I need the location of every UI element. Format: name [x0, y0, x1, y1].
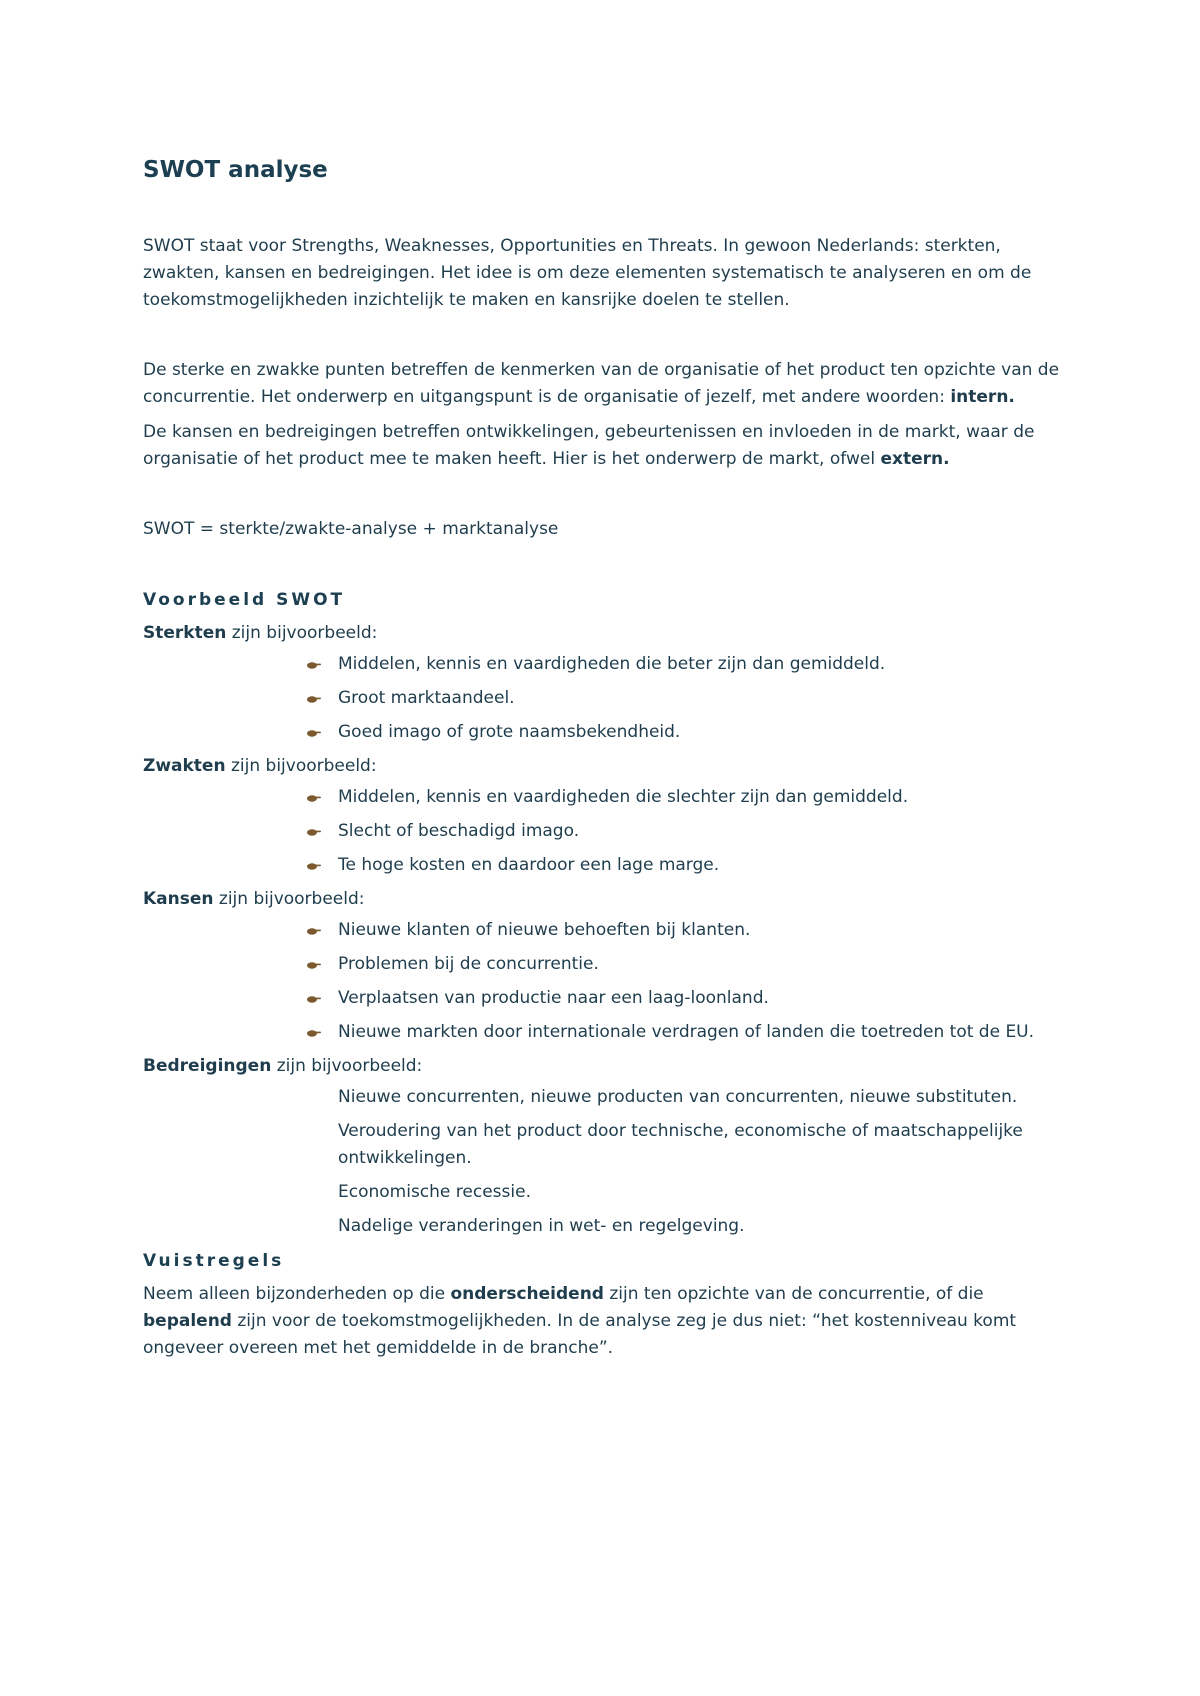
- strengths-label-line: [143, 620, 1073, 647]
- weaknesses-label-line: [143, 753, 1073, 780]
- strengths-suffix: zijn bijvoorbeeld:: [226, 623, 378, 643]
- list-item: Verplaatsen van productie naar een laag-loonland.: [338, 985, 1073, 1012]
- opportunities-suffix: zijn bijvoorbeeld:: [213, 889, 365, 909]
- list-item: Te hoge kosten en daardoor een lage marge.: [338, 852, 1073, 879]
- rules-paragraph: Neem alleen bijzonderheden op die onderscheidend zijn ten opzichte van de concurrentie, of die bepalend zijn voor de toekomstmogelijkheden. In de analyse zeg je dus niet: “het kostenniveau komt ongeveer overeen met het gemiddelde in de branche”.: [143, 1284, 1017, 1358]
- list-item: Middelen, kennis en vaardigheden die slechter zijn dan gemiddeld.: [338, 784, 1073, 811]
- document-page: [143, 150, 1073, 1362]
- rules-bold-2: bepalend: [143, 1311, 232, 1331]
- pointing-hand-icon: [306, 729, 322, 737]
- list-item: Problemen bij de concurrentie.: [338, 951, 1073, 978]
- formula-line: SWOT = sterkte/zwakte-analyse + marktanalyse: [143, 519, 559, 539]
- pointing-hand-icon: [306, 794, 322, 802]
- list-item: Slecht of beschadigd imago.: [338, 818, 1073, 845]
- rules-bold-1: onderscheidend: [450, 1284, 604, 1304]
- internal-paragraph: [143, 357, 1073, 411]
- internal-text: De sterke en zwakke punten betreffen de kenmerken van de organisatie of het product ten opzichte van de concurrentie. Het onderwerp en uitgangspunt is de organisatie of jezelf, met andere woorden:: [143, 360, 1060, 407]
- weaknesses-list: [143, 784, 1073, 879]
- opportunities-label: Kansen: [143, 889, 214, 909]
- threats-label: Bedreigingen: [143, 1056, 272, 1076]
- rules-heading: Vuistregels: [143, 1251, 285, 1271]
- opportunities-list: [143, 917, 1073, 1046]
- pointing-hand-icon: [306, 695, 322, 703]
- threats-list: [143, 1084, 1073, 1240]
- strengths-label: Sterkten: [143, 623, 227, 643]
- external-text: De kansen en bedreigingen betreffen ontwikkelingen, gebeurtenissen en invloeden in de markt, waar de organisatie of het product mee te maken heeft. Hier is het onderwerp de markt, ofwel: [143, 422, 1035, 469]
- weaknesses-label: Zwakten: [143, 756, 226, 776]
- threats-label-line: [143, 1053, 1073, 1080]
- pointing-hand-icon: [306, 1029, 322, 1037]
- list-item: Nieuwe markten door internationale verdragen of landen die toetreden tot de EU.: [338, 1019, 1073, 1046]
- list-item: Nieuwe klanten of nieuwe behoeften bij klanten.: [338, 917, 1073, 944]
- intro-paragraph: SWOT staat voor Strengths, Weaknesses, Opportunities en Threats. In gewoon Nederlands: sterkten, zwakten, kansen en bedreigingen. Het idee is om deze elementen systematisch te analyseren en om de toekomstmogelijkheden inzichtelijk te maken en kansrijke doelen te stellen.: [143, 236, 1032, 310]
- weaknesses-suffix: zijn bijvoorbeeld:: [225, 756, 377, 776]
- list-item: Nadelige veranderingen in wet- en regelgeving.: [338, 1216, 745, 1236]
- threats-suffix: zijn bijvoorbeeld:: [271, 1056, 423, 1076]
- example-heading: Voorbeeld SWOT: [143, 590, 346, 610]
- list-item: Nieuwe concurrenten, nieuwe producten van concurrenten, nieuwe substituten.: [338, 1087, 1018, 1107]
- internal-end: .: [1008, 387, 1015, 407]
- pointing-hand-icon: [306, 927, 322, 935]
- list-item: Goed imago of grote naamsbekendheid.: [338, 719, 1073, 746]
- external-end: .: [943, 449, 950, 469]
- internal-bold: intern: [950, 387, 1009, 407]
- pointing-hand-icon: [306, 995, 322, 1003]
- pointing-hand-icon: [306, 961, 322, 969]
- pointing-hand-icon: [306, 828, 322, 836]
- list-item: Veroudering van het product door technische, economische of maatschappelijke ontwikkelingen.: [338, 1121, 1023, 1168]
- external-bold: extern: [880, 449, 944, 469]
- list-item: Middelen, kennis en vaardigheden die beter zijn dan gemiddeld.: [338, 651, 1073, 678]
- page-title: SWOT analyse: [143, 157, 328, 183]
- list-item: Groot marktaandeel.: [338, 685, 1073, 712]
- pointing-hand-icon: [306, 862, 322, 870]
- opportunities-label-line: [143, 886, 1073, 913]
- external-paragraph: [143, 419, 1073, 473]
- strengths-list: [143, 651, 1073, 746]
- pointing-hand-icon: [306, 661, 322, 669]
- list-item: Economische recessie.: [338, 1182, 531, 1202]
